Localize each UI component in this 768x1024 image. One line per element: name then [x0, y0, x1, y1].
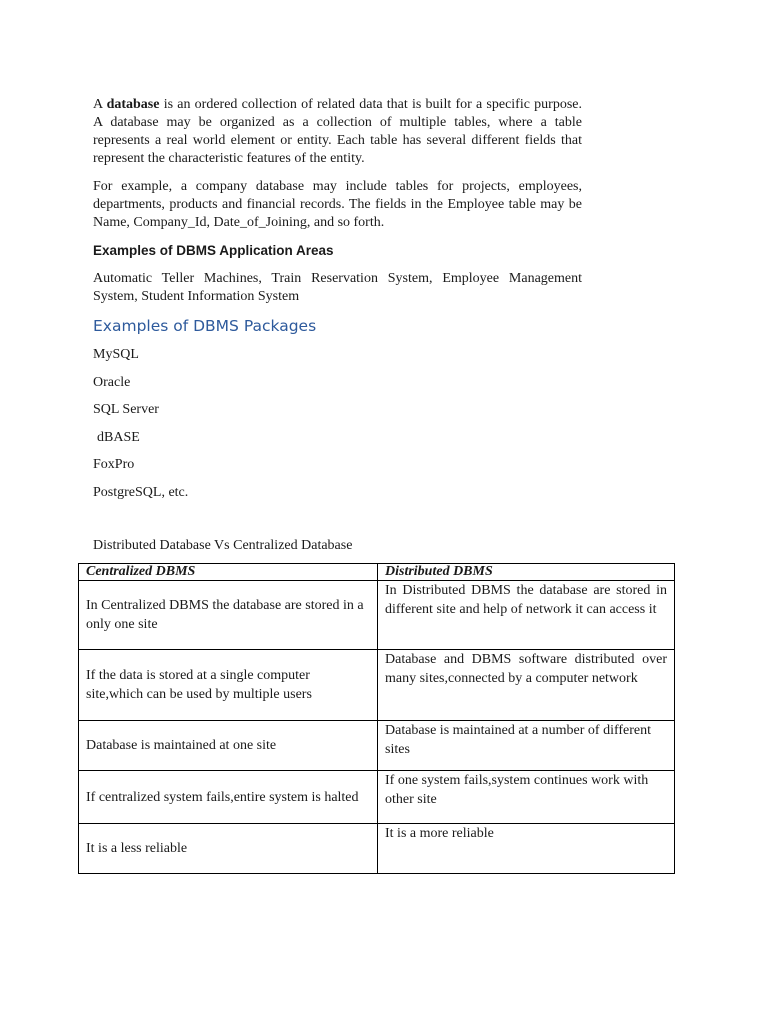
package-item: Oracle — [93, 374, 131, 390]
package-item: SQL Server — [93, 402, 159, 417]
package-item: FoxPro — [93, 457, 135, 472]
table-row — [79, 824, 675, 874]
distributed-cell: If one system fails,system continues work with other site — [378, 771, 675, 824]
intro-paragraph-2: For example, a company database may include tables for projects, employees, departments, products and financial records. The fields in the Employee table may be Name, Company_Id, Date_of_Joining, and so forth. — [93, 179, 582, 230]
packages-heading: Examples of DBMS Packages — [93, 317, 317, 335]
distributed-cell: It is a more reliable — [378, 824, 675, 874]
package-item: dBASE — [97, 429, 140, 445]
centralized-cell: It is a less reliable — [79, 824, 378, 874]
table-row — [79, 581, 675, 650]
centralized-cell: If the data is stored at a single computer site,which can be used by multiple users — [79, 650, 378, 721]
intro-prefix: A — [93, 97, 107, 112]
centralized-cell: Database is maintained at one site — [79, 721, 378, 771]
package-item: MySQL — [93, 347, 139, 362]
package-item: PostgreSQL, etc. — [93, 484, 189, 500]
comparison-title: Distributed Database Vs Centralized Database — [93, 538, 353, 553]
table-row — [79, 771, 675, 824]
packages-list — [93, 346, 582, 502]
table-row — [79, 721, 675, 771]
table-header-row — [79, 564, 675, 581]
intro-paragraph-1 — [93, 96, 582, 168]
comparison-table — [78, 563, 675, 874]
app-areas-heading: Examples of DBMS Application Areas — [93, 243, 334, 258]
distributed-cell: In Distributed DBMS the database are stored in different site and help of network it can access it — [378, 581, 675, 650]
centralized-cell: In Centralized DBMS the database are stored in a only one site — [79, 581, 378, 650]
column-header-distributed: Distributed DBMS — [378, 564, 675, 581]
distributed-cell: Database is maintained at a number of different sites — [378, 721, 675, 771]
intro-rest: is an ordered collection of related data that is built for a specific purpose. A database may be organized as a collection of multiple tables, where a table represents a real world element or entity. Each table has several different fields that represent the characteristic features of the entity. — [93, 97, 582, 166]
centralized-cell: If centralized system fails,entire system is halted — [79, 771, 378, 824]
distributed-cell: Database and DBMS software distributed over many sites,connected by a computer network — [378, 650, 675, 721]
column-header-centralized: Centralized DBMS — [79, 564, 378, 581]
document-body — [93, 96, 582, 511]
table-row — [79, 650, 675, 721]
app-areas-text: Automatic Teller Machines, Train Reservation System, Employee Management System, Student Information System — [93, 271, 582, 304]
intro-bold-term: database — [106, 97, 160, 112]
